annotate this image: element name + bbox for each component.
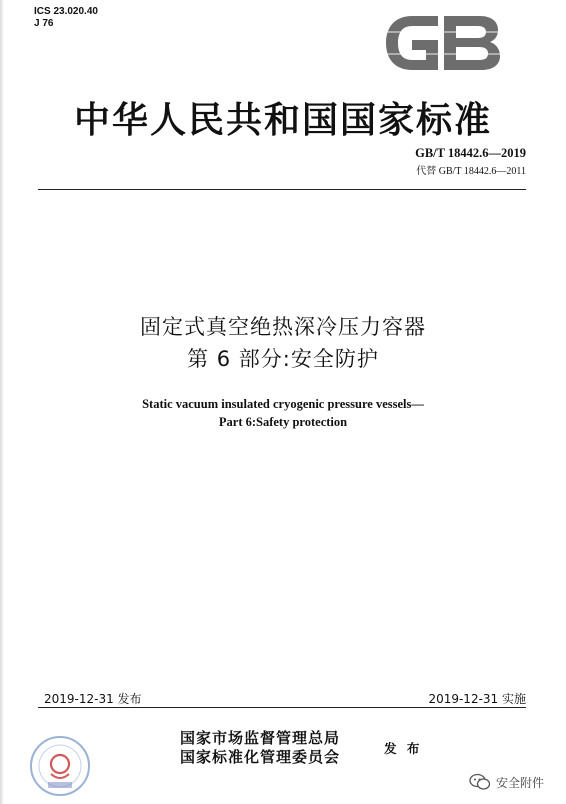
ccs-code: J 76 <box>34 18 54 29</box>
replaces-standard: 代替 GB/T 18442.6—2011 <box>416 166 526 177</box>
english-title-line1: Static vacuum insulated cryogenic pressure vessels— <box>142 397 424 411</box>
english-title-line2: Part 6:Safety protection <box>218 415 348 429</box>
publish-label: 发 布 <box>384 741 423 756</box>
footer-divider <box>38 707 526 708</box>
issue-date: 2019-12-31 发布 <box>44 692 142 706</box>
issuer-line1: 国家市场监督管理总局 <box>180 729 341 747</box>
national-standard-title: 中华人民共和国国家标准 <box>73 99 492 141</box>
watermark-text: 安全附件 <box>495 775 544 790</box>
chinese-title-line2: 第 6 部分:安全防护 <box>187 347 379 371</box>
issuing-authorities <box>180 729 340 767</box>
standard-number-block <box>415 146 526 177</box>
ics-code: ICS 23.020.40 <box>34 6 98 17</box>
header-divider <box>38 189 526 190</box>
implementation-date: 2019-12-31 实施 <box>428 692 526 706</box>
issuer-line2: 国家标准化管理委员会 <box>180 748 341 766</box>
classification-codes <box>34 6 98 30</box>
watermark <box>469 773 544 791</box>
chinese-title-line1: 固定式真空绝热深冷压力容器 <box>140 315 426 339</box>
standard-number: GB/T 18442.6—2019 <box>415 146 526 160</box>
gb-logo-icon <box>382 12 502 74</box>
wechat-icon <box>469 773 491 791</box>
stamp-seal-icon <box>28 734 92 798</box>
